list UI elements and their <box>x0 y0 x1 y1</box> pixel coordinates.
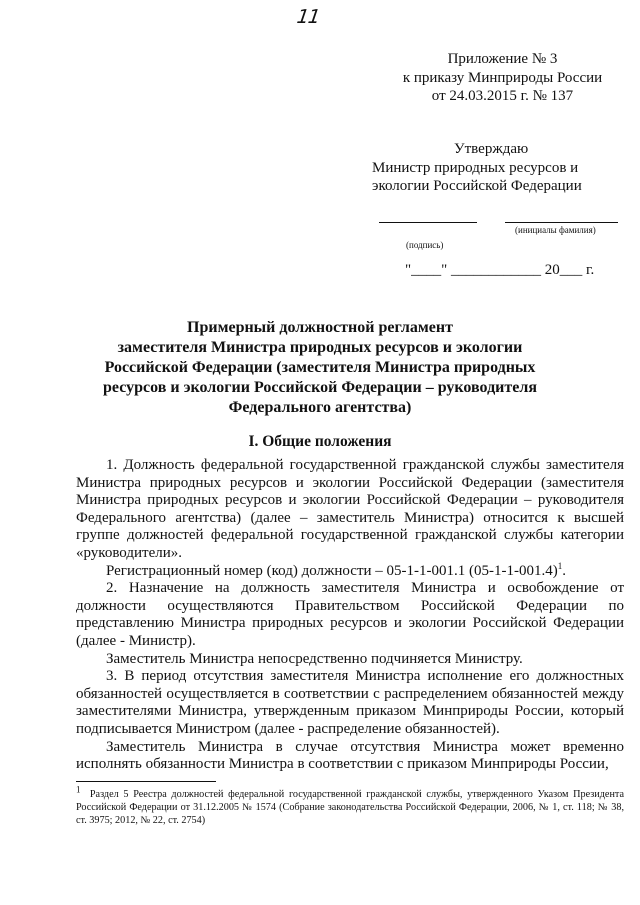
paragraph-end: . <box>562 562 566 579</box>
footnote-divider <box>76 781 216 782</box>
approver-position: Министр природных ресурсов и <box>372 159 579 176</box>
signature-line <box>379 222 477 223</box>
footnote-text: Раздел 5 Реестра должностей федеральной государственной гражданской службы, утвержденного Указом Президента Российской Федерации от 31.12.2005 № 1574 (Собрание законодательства Российской Федерации, 2006, № 1, ст. 118; № 38, ст. 3975; 2012, № 22, ст. 2754) <box>76 789 625 826</box>
approval-block <box>372 140 632 196</box>
section-heading: I. Общие положения <box>248 433 392 450</box>
paragraph: 2. Назначение на должность заместителя Министра и освобождение от должности осуществляются Правительством Российской Федерации по представлению Министра природных ресурсов и экологии Российской Федерации (далее - Министр). <box>76 580 624 649</box>
title-line: Примерный должностной регламент <box>187 319 453 336</box>
name-line <box>505 222 618 223</box>
appendix-line: Приложение № 3 <box>447 51 558 67</box>
footnote <box>76 784 625 827</box>
footnote-ref: 1 <box>557 560 563 571</box>
title-line: ресурсов и экологии Российской Федерации – руководителя <box>103 379 537 396</box>
page-number: 11 <box>295 6 321 28</box>
paragraph: 3. В период отсутствия заместителя Министра исполнение его должностных обязанностей осуществляется в соответствии с распределением обязанностей между заместителями Министра, утвержденным приказом Минприроды России, который подписывается Министром (далее - распределение обязанностей). <box>76 668 624 737</box>
paragraph <box>76 560 624 581</box>
approve-label: Утверждаю <box>454 141 529 157</box>
title-line: Федерального агентства) <box>228 399 412 416</box>
appendix-line: от 24.03.2015 г. № 137 <box>431 88 574 104</box>
paragraph: Заместитель Министра в случае отсутствия Министра может временно исполнять обязанности Министра в соответствии с приказом Минприроды России, <box>76 738 624 773</box>
document-title <box>60 318 580 418</box>
appendix-line: к приказу Минприроды России <box>402 69 603 86</box>
title-line: заместителя Министра природных ресурсов и экологии <box>117 339 523 356</box>
name-label: (инициалы фамилия) <box>515 225 596 235</box>
footnote-marker: 1 <box>76 784 81 795</box>
document-body <box>76 457 624 774</box>
approval-date: "____" ____________ 20___ г. <box>405 262 595 278</box>
title-line: Российской Федерации (заместителя Министра природных <box>104 359 536 376</box>
registration-number: Регистрационный номер (код) должности – 05-1-1-001.1 (05-1-1-001.4) <box>106 562 558 579</box>
paragraph: Заместитель Министра непосредственно подчиняется Министру. <box>106 650 523 667</box>
appendix-header <box>395 50 610 106</box>
signature-label: (подпись) <box>406 240 444 250</box>
paragraph: 1. Должность федеральной государственной гражданской службы заместителя Министра природных ресурсов и экологии Российской Федерации (заместителя Министра природных ресурсов и экологии Российской Федерации – руководителя Федерального агентства) (далее – заместитель Министра) относится к высшей группе должностей федеральной государственной гражданской службы категории «руководители». <box>76 457 624 561</box>
approver-position: экологии Российской Федерации <box>372 178 582 194</box>
